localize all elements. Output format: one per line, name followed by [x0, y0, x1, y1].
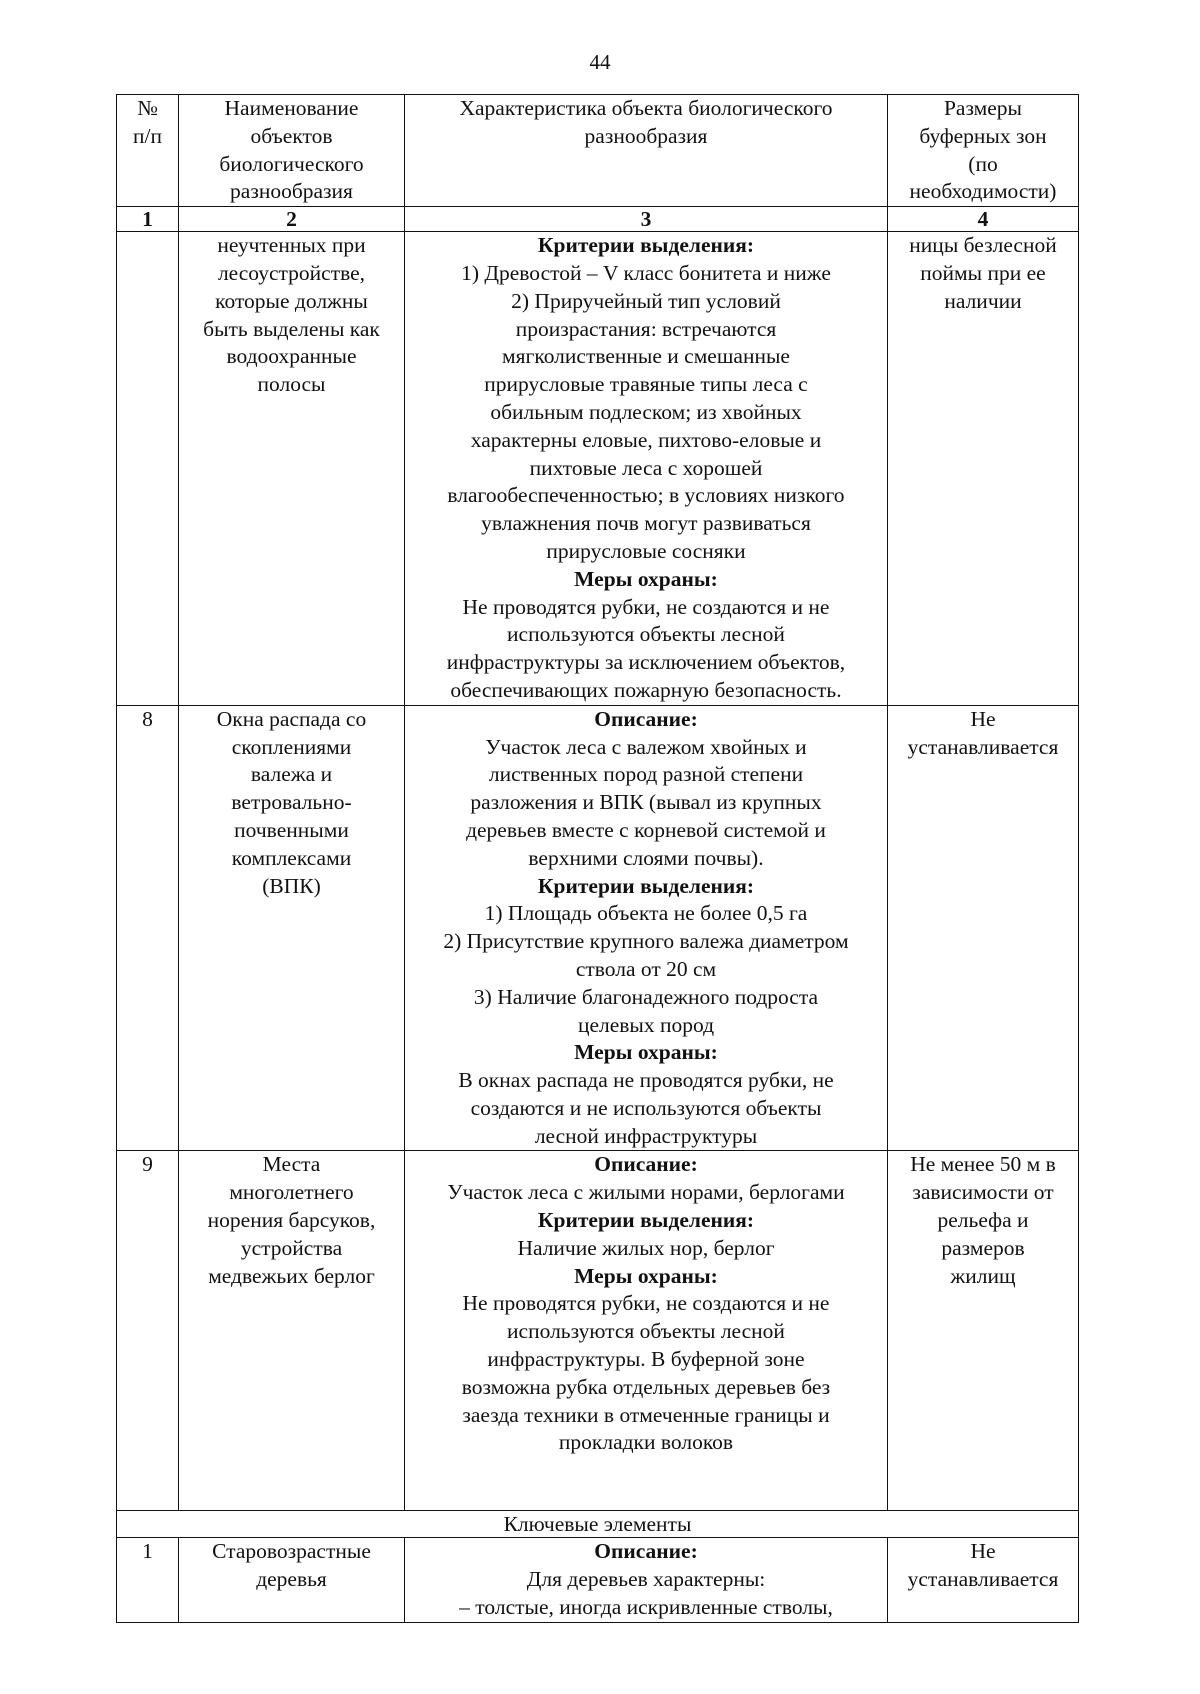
text-line: используются объекты лесной [507, 622, 785, 647]
text-line: 2) Приручейный тип условий [511, 288, 781, 313]
text-line: медвежьих берлог [208, 1263, 375, 1288]
text-line: Не проводятся рубки, не создаются и не [462, 1291, 830, 1316]
text-line: наличии [944, 288, 1022, 313]
text-line: деревья [256, 1567, 327, 1592]
object-name [179, 1151, 405, 1511]
section-label: Описание: [594, 706, 698, 731]
text-line: рельефа и [937, 1208, 1029, 1233]
section-label: Критерии выделения: [537, 873, 755, 898]
text-line: заезда техники в отмеченные границы и [462, 1402, 830, 1427]
text-line: Не проводятся рубки, не создаются и не [462, 594, 830, 619]
section-header-row [117, 1511, 1079, 1538]
text-line: 1) Площадь объекта не более 0,5 га [484, 901, 808, 926]
text-line: зависимости от [912, 1180, 1054, 1205]
column-number: 1 [117, 207, 179, 232]
text-line: 2) Присутствие крупного валежа диаметром [443, 929, 849, 954]
text-line: Не [970, 1539, 996, 1564]
section-title: Ключевые элементы [117, 1511, 1079, 1538]
table-row [117, 705, 1079, 1151]
text-line: многолетнего [229, 1180, 354, 1205]
text-line: (ВПК) [262, 873, 321, 898]
text-line: Наличие жилых нор, берлог [517, 1235, 775, 1260]
section-label: Описание: [594, 1539, 698, 1564]
buffer-zone-size [888, 1151, 1079, 1511]
text-line: увлажнения почв могут развиваться [481, 511, 811, 536]
text-line: Окна распада со [216, 706, 367, 731]
text-line: неучтенных при [217, 233, 366, 258]
table-header-row [117, 95, 1079, 207]
section-label: Критерии выделения: [537, 233, 755, 258]
text-line: лесной инфраструктуры [534, 1123, 758, 1148]
header-object-name: Наименование объектов биологического разнообразия [179, 95, 405, 207]
text-line: валежа и [250, 762, 333, 787]
text-line: устанавливается [907, 1567, 1059, 1592]
text-line: деревьев вместе с корневой системой и [466, 817, 826, 842]
text-line: Не менее 50 м в [910, 1152, 1056, 1177]
text-line: водоохранные [226, 344, 357, 369]
text-line: прокладки волоков [558, 1430, 734, 1455]
text-line: размеров [941, 1235, 1025, 1260]
text-line: влагообеспеченностью; в условиях низкого [447, 483, 845, 508]
text-line: обильным подлеском; из хвойных [490, 399, 802, 424]
text-line: прирусловые травяные типы леса с [484, 372, 808, 397]
row-number: 9 [117, 1151, 179, 1511]
biodiversity-table [116, 94, 1079, 1623]
table-row [117, 1538, 1079, 1623]
row-number: 8 [117, 705, 179, 1151]
text-line: разложения и ВПК (вывал из крупных [470, 790, 822, 815]
object-characteristic [405, 705, 888, 1151]
section-label: Меры охраны: [574, 1040, 718, 1065]
buffer-zone-size [888, 1538, 1079, 1623]
buffer-zone-size [888, 232, 1079, 706]
column-number: 2 [179, 207, 405, 232]
text-line: лиственных пород разной степени [488, 762, 804, 787]
text-line: используются объекты лесной [507, 1319, 785, 1344]
text-line: обеспечивающих пожарную безопасность. [450, 677, 842, 702]
text-line: Для деревьев характерны: [526, 1567, 766, 1592]
text-line: – толстые, иногда искривленные стволы, [459, 1595, 833, 1620]
row-number [117, 232, 179, 706]
text-line: Места [262, 1152, 321, 1177]
text-line: верхними слоями почвы). [528, 845, 764, 870]
column-number: 4 [888, 207, 1079, 232]
text-line: создаются и не используются объекты [470, 1095, 822, 1120]
section-label: Меры охраны: [574, 1263, 718, 1288]
column-number: 3 [405, 207, 888, 232]
header-number: № п/п [117, 95, 179, 207]
row-number: 1 [117, 1538, 179, 1623]
section-label: Критерии выделения: [537, 1208, 755, 1233]
object-name [179, 1538, 405, 1623]
text-line: комплексами [231, 845, 352, 870]
text-line: скоплениями [231, 734, 352, 759]
text-line: устройства [240, 1235, 343, 1260]
text-line: пихтовые леса с хорошей [529, 455, 763, 480]
table-row [117, 1151, 1079, 1511]
text-line: характерны еловые, пихтово-еловые и [470, 427, 822, 452]
table-body [117, 232, 1079, 1623]
object-characteristic [405, 1538, 888, 1623]
buffer-zone-size [888, 705, 1079, 1151]
text-line: ницы безлесной [909, 233, 1057, 258]
object-characteristic [405, 232, 888, 706]
object-characteristic [405, 1151, 888, 1511]
section-label: Описание: [594, 1152, 698, 1177]
text-line: прирусловые сосняки [546, 538, 746, 563]
text-line: Участок леса с валежом хвойных и [485, 734, 807, 759]
section-label: Меры охраны: [574, 566, 718, 591]
page-number: 44 [589, 50, 611, 74]
text-line: Не [970, 706, 996, 731]
text-line: инфраструктуры за исключением объектов, [446, 650, 846, 675]
text-line: устанавливается [907, 734, 1059, 759]
text-line: которые должны [215, 288, 368, 313]
object-name [179, 705, 405, 1151]
column-number-row [117, 207, 1079, 232]
text-line: В окнах распада не проводятся рубки, не [458, 1068, 834, 1093]
text-line: 1) Древостой – V класс бонитета и ниже [461, 260, 831, 285]
text-line: лесоустройстве, [217, 260, 366, 285]
object-name [179, 232, 405, 706]
table-row [117, 232, 1079, 706]
text-line: произрастания: встречаются [515, 316, 777, 341]
text-line: целевых пород [577, 1012, 715, 1037]
text-line: ствола от 20 см [575, 956, 717, 981]
text-line: поймы при ее [920, 260, 1046, 285]
text-line: норения барсуков, [207, 1208, 376, 1233]
text-line: полосы [257, 372, 326, 397]
text-line: Старовозрастные [212, 1539, 371, 1564]
text-line: быть выделены как [203, 316, 380, 341]
text-line: 3) Наличие благонадежного подроста [473, 984, 819, 1009]
text-line: почвенными [234, 817, 349, 842]
header-characteristic: Характеристика объекта биологического разнообразия [405, 95, 888, 207]
text-line: инфраструктуры. В буферной зоне [487, 1347, 805, 1372]
text-line: жилищ [950, 1263, 1016, 1288]
text-line: Участок леса с жилыми норами, берлогами [447, 1180, 845, 1205]
text-line: ветровально- [231, 790, 352, 815]
text-line: возможна рубка отдельных деревьев без [461, 1374, 831, 1399]
text-line: мягколиственные и смешанные [502, 344, 790, 369]
header-buffer-zone: Размеры буферных зон (по необходимости) [888, 95, 1079, 207]
